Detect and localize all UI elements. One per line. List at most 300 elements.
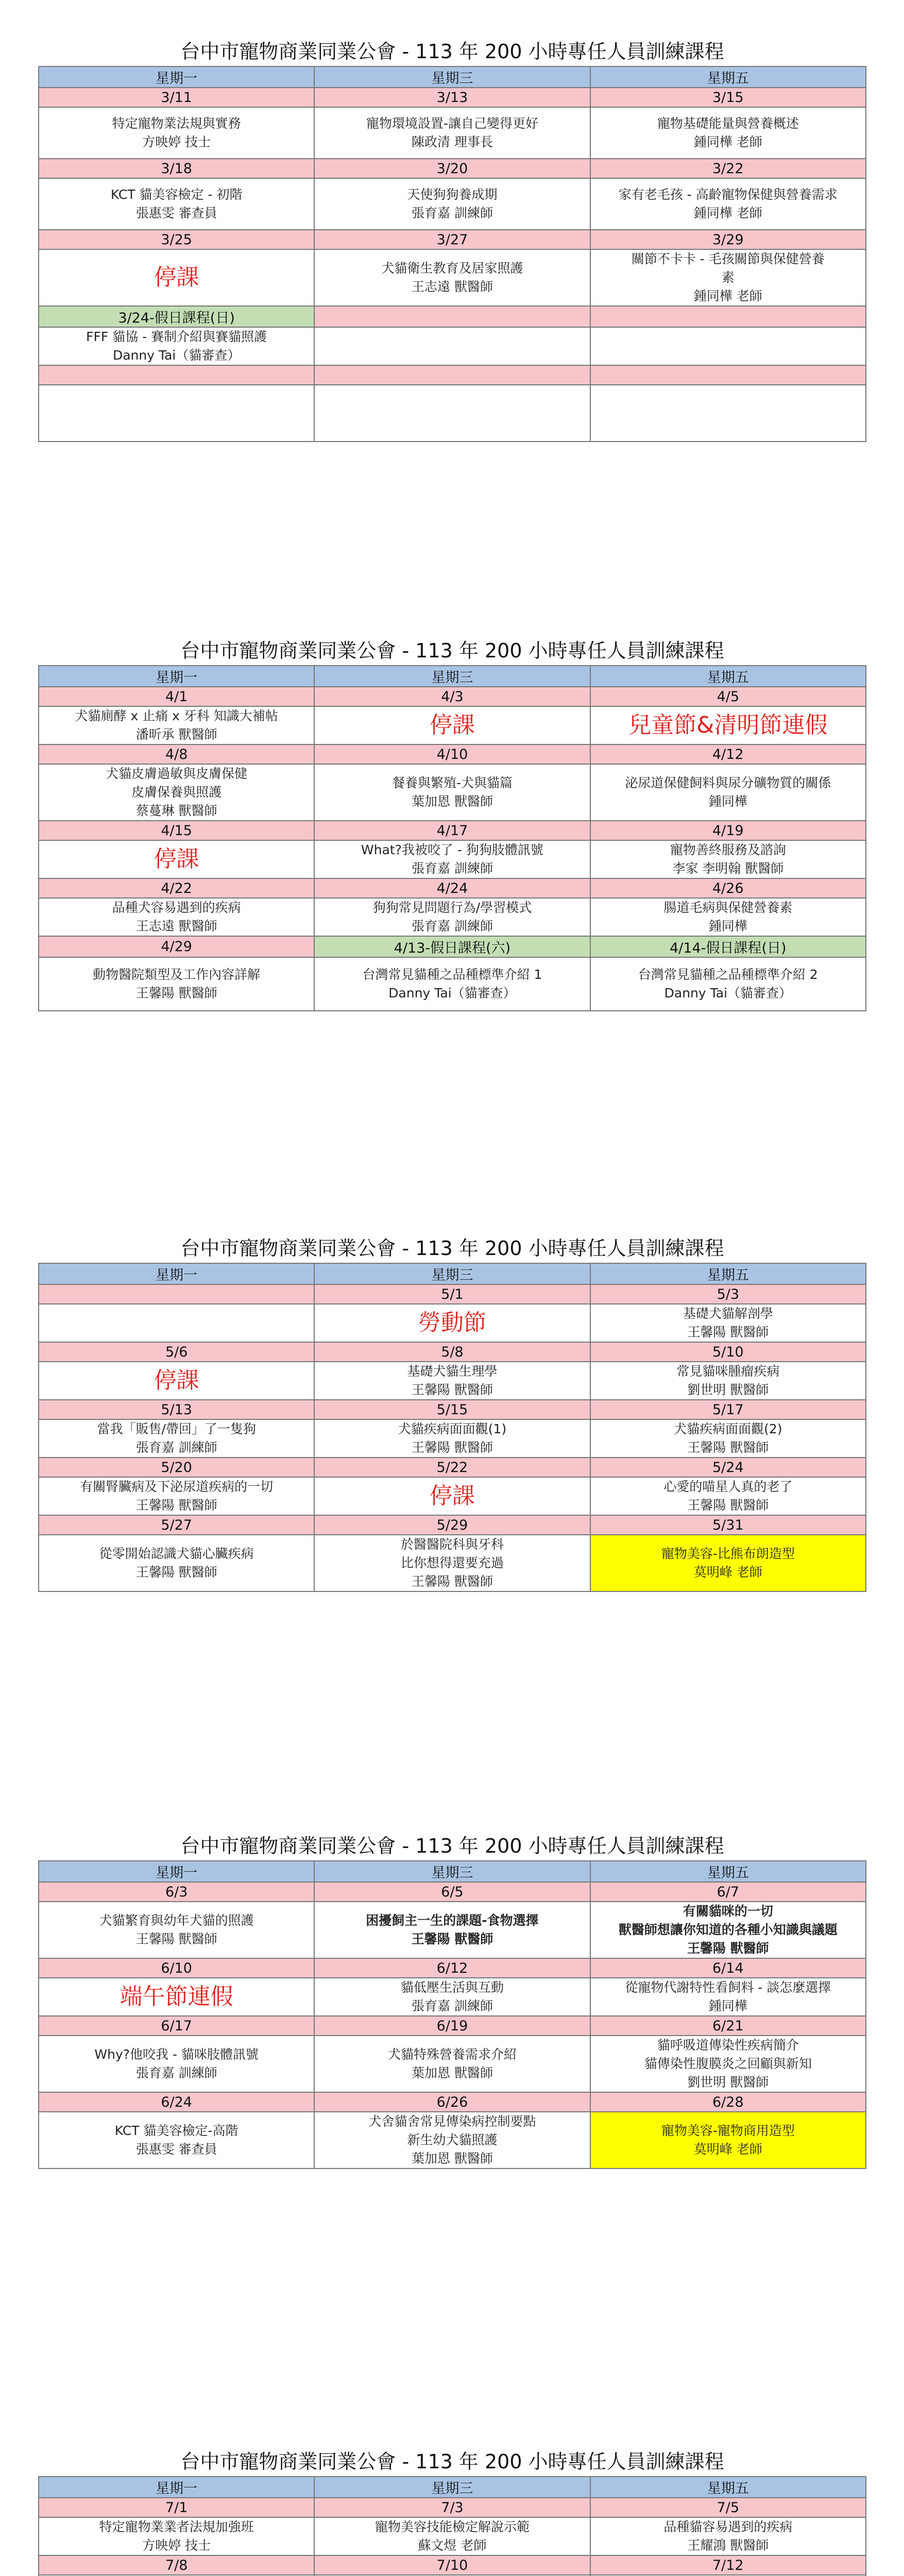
schedule-section — [38, 1832, 866, 2169]
date-cell — [314, 365, 590, 385]
course-title: 特定寵物業法規與實務 — [112, 116, 241, 131]
course-title: 困擾飼主一生的課題-食物選擇 — [366, 1913, 539, 1928]
course-cell — [39, 957, 314, 1011]
date-cell: 5/1 — [314, 1284, 590, 1304]
course-detail: 方映婷 技士 — [142, 2538, 211, 2553]
course-cell — [590, 898, 866, 936]
course-title: 基礎犬貓生理學 — [407, 1364, 498, 1379]
weekday-header: 星期五 — [590, 1263, 866, 1284]
course-detail: 王志遠 獸醫師 — [135, 919, 217, 934]
course-cell — [590, 1477, 866, 1515]
course-row — [39, 898, 866, 936]
course-detail: 莫明峰 老師 — [693, 2142, 762, 2157]
course-row — [39, 107, 866, 159]
course-cell — [39, 2517, 314, 2555]
date-cell: 5/15 — [314, 1400, 590, 1419]
course-row — [39, 1477, 866, 1515]
course-detail: 張育嘉 訓練師 — [135, 1440, 217, 1455]
section-title: 台中市寵物商業同業公會 - 113 年 200 小時專任人員訓練課程 — [180, 1237, 724, 1260]
course-cell — [39, 1477, 314, 1515]
course-title: 有關貓咪的一切 — [683, 1904, 773, 1919]
course-detail: 王馨陽 獸醫師 — [412, 1574, 493, 1589]
course-detail: 潘昕承 獸醫師 — [135, 727, 217, 742]
course-row — [39, 2517, 866, 2555]
header-row — [39, 66, 866, 88]
date-cell: 3/24-假日課程(日) — [39, 306, 314, 327]
date-cell: 4/15 — [39, 821, 314, 840]
date-cell: 7/1 — [39, 2498, 314, 2517]
course-detail: 王馨陽 獸醫師 — [412, 1440, 493, 1455]
date-row — [39, 1400, 866, 1419]
course-detail: 貓傳染性腹膜炎之回顧與新知 — [644, 2056, 812, 2071]
course-detail: 王馨陽 獸醫師 — [687, 1440, 769, 1455]
course-row — [39, 1535, 866, 1591]
date-row — [39, 365, 866, 385]
section-title: 台中市寵物商業同業公會 - 113 年 200 小時專任人員訓練課程 — [180, 2450, 724, 2473]
course-detail: 王馨陽 獸醫師 — [135, 1931, 217, 1946]
course-detail: 張惠雯 審查員 — [135, 2142, 217, 2157]
weekday-header: 星期一 — [39, 1861, 314, 1882]
course-cell — [314, 957, 590, 1011]
course-title: 常見貓咪腫瘤疾病 — [676, 1364, 780, 1379]
course-title: 停課 — [429, 1483, 475, 1509]
course-cell — [39, 327, 314, 365]
date-cell: 3/18 — [39, 159, 314, 178]
course-detail: 鍾同樺 — [708, 1998, 747, 2013]
date-cell: 3/29 — [590, 230, 866, 249]
schedule-section — [38, 37, 866, 442]
schedule-section — [38, 636, 866, 1011]
schedule-table — [38, 665, 866, 1011]
date-row — [39, 1284, 866, 1304]
course-detail: 鍾同樺 老師 — [693, 206, 762, 221]
course-title: 寵物環境設置-讓自己變得更好 — [366, 116, 538, 131]
date-cell: 3/15 — [590, 88, 866, 107]
date-row — [39, 2016, 866, 2036]
date-cell: 3/11 — [39, 88, 314, 107]
date-row — [39, 2498, 866, 2517]
date-cell: 5/24 — [590, 1458, 866, 1477]
date-cell: 4/10 — [314, 744, 590, 764]
course-detail: 王馨陽 獸醫師 — [687, 1941, 769, 1956]
course-title: 泌尿道保健飼料與尿分礦物質的關係 — [625, 775, 831, 790]
course-row — [39, 1304, 866, 1342]
date-row — [39, 687, 866, 706]
date-cell: 5/31 — [590, 1515, 866, 1535]
date-row — [39, 878, 866, 898]
course-cell — [39, 249, 314, 306]
course-title: 貓呼吸道傳染性疾病簡介 — [657, 2038, 799, 2053]
date-row — [39, 744, 866, 764]
course-detail: 劉世明 獸醫師 — [687, 1382, 769, 1397]
course-detail: Danny Tai（貓審查） — [388, 986, 516, 1001]
course-detail: 獸醫師想讓你知道的各種小知識與議題 — [618, 1922, 838, 1937]
date-cell: 3/13 — [314, 88, 590, 107]
course-cell — [590, 249, 866, 306]
date-row — [39, 306, 866, 327]
course-cell — [314, 1902, 590, 1958]
course-cell — [314, 1419, 590, 1458]
course-detail: 張育嘉 訓練師 — [135, 2065, 217, 2080]
course-title: 當我「販售/帶回」了一隻狗 — [97, 1421, 256, 1436]
course-row — [39, 957, 866, 1011]
course-detail: 李家 李明翰 獸醫師 — [672, 861, 784, 876]
course-row — [39, 249, 866, 306]
schedule-table — [38, 2476, 866, 2576]
course-title: 停課 — [153, 1367, 199, 1394]
schedule-table — [38, 1263, 866, 1592]
date-cell: 5/20 — [39, 1458, 314, 1477]
course-title: 動物醫院類型及工作內容詳解 — [93, 967, 261, 982]
course-title: 犬貓疾病面面觀(2) — [674, 1421, 782, 1436]
course-title: 寵物美容-寵物商用造型 — [661, 2123, 795, 2138]
header-row — [39, 666, 866, 687]
course-cell — [39, 1978, 314, 2016]
course-title: 關節不卡卡 - 毛孩關節與保健營養 — [631, 251, 825, 266]
course-row — [39, 706, 866, 744]
date-cell: 4/26 — [590, 878, 866, 898]
course-detail: 王馨陽 獸醫師 — [411, 1931, 493, 1946]
course-cell — [314, 2036, 590, 2092]
course-cell — [590, 107, 866, 159]
course-detail: 鍾同樺 老師 — [693, 134, 762, 149]
course-cell — [39, 1535, 314, 1591]
date-cell — [590, 306, 866, 327]
weekday-header: 星期一 — [39, 1263, 314, 1284]
date-cell: 4/8 — [39, 744, 314, 764]
course-title: 寵物美容-比熊布朗造型 — [661, 1546, 795, 1561]
weekday-header: 星期五 — [590, 66, 866, 88]
course-title: Why?他咬我 - 貓咪肢體訊號 — [94, 2047, 259, 2062]
course-detail: 素 — [721, 270, 735, 285]
course-cell — [590, 2036, 866, 2092]
course-detail: 劉世明 獸醫師 — [687, 2075, 769, 2090]
date-cell: 5/3 — [590, 1284, 866, 1304]
date-cell: 4/22 — [39, 878, 314, 898]
course-title: 停課 — [429, 712, 475, 738]
date-cell: 4/19 — [590, 821, 866, 840]
date-row — [39, 821, 866, 840]
date-cell — [590, 365, 866, 385]
course-cell — [314, 178, 590, 230]
course-row — [39, 2036, 866, 2092]
course-title: 寵物美容技能檢定解說示範 — [374, 2519, 530, 2534]
date-cell: 6/17 — [39, 2016, 314, 2036]
course-title: 停課 — [153, 264, 199, 291]
course-cell — [39, 107, 314, 159]
course-cell — [39, 178, 314, 230]
date-row — [39, 230, 866, 249]
course-detail: 葉加恩 獸醫師 — [412, 794, 493, 809]
course-detail: 王馨陽 獸醫師 — [135, 1565, 217, 1580]
course-detail: Danny Tai（貓審查） — [112, 348, 241, 363]
course-detail: 皮膚保養與照護 — [131, 785, 222, 800]
course-cell — [314, 764, 590, 821]
course-detail: 張育嘉 訓練師 — [412, 206, 493, 221]
course-cell — [39, 1362, 314, 1400]
course-title: 腸道毛病與保健營養素 — [663, 900, 793, 915]
course-title: 犬貓繁育與幼年犬貓的照護 — [99, 1913, 254, 1928]
course-row — [39, 764, 866, 821]
course-detail: 張育嘉 訓練師 — [412, 919, 493, 934]
date-cell: 3/20 — [314, 159, 590, 178]
date-cell: 5/13 — [39, 1400, 314, 1419]
course-cell — [590, 1902, 866, 1958]
course-title: 寵物基礎能量與營養概述 — [657, 116, 799, 131]
course-row — [39, 327, 866, 365]
course-title: What?我被咬了 - 狗狗肢體訊號 — [361, 842, 543, 857]
date-cell: 6/5 — [314, 1882, 590, 1902]
weekday-header: 星期五 — [590, 666, 866, 687]
course-detail: 蔡蔓琳 獸醫師 — [135, 803, 217, 818]
course-cell — [590, 385, 866, 442]
weekday-header: 星期三 — [314, 1861, 590, 1882]
header-row — [39, 1861, 866, 1882]
date-cell: 4/17 — [314, 821, 590, 840]
course-detail: 王馨陽 獸醫師 — [412, 1382, 493, 1397]
course-cell — [590, 1304, 866, 1342]
date-cell: 4/14-假日課程(日) — [590, 936, 866, 957]
course-cell — [314, 706, 590, 744]
header-row — [39, 1263, 866, 1284]
course-detail: 張育嘉 訓練師 — [412, 861, 493, 876]
course-detail: 葉加恩 獸醫師 — [412, 2065, 493, 2080]
course-row — [39, 1978, 866, 2016]
course-cell — [314, 840, 590, 878]
course-cell — [590, 764, 866, 821]
course-detail: 鍾同樺 老師 — [693, 289, 762, 303]
date-row — [39, 1882, 866, 1902]
course-detail: 陳政清 理事長 — [412, 134, 493, 149]
course-cell — [590, 178, 866, 230]
course-title: 犬舍貓舍常見傳染病控制要點 — [368, 2114, 536, 2129]
course-cell — [590, 1535, 866, 1591]
section-title: 台中市寵物商業同業公會 - 113 年 200 小時專任人員訓練課程 — [180, 639, 724, 662]
date-cell: 4/24 — [314, 878, 590, 898]
course-title: FFF 貓協 - 賽制介紹與賽貓照護 — [86, 329, 267, 344]
course-cell — [590, 2112, 866, 2168]
course-cell — [590, 1978, 866, 2016]
course-title: 台灣常見貓種之品種標準介紹 2 — [638, 967, 818, 982]
course-detail: 張惠雯 審查員 — [135, 206, 217, 221]
course-cell — [590, 1419, 866, 1458]
date-cell: 5/10 — [590, 1342, 866, 1362]
course-cell — [314, 1535, 590, 1591]
course-title: 從零開始認識犬貓心臟疾病 — [99, 1546, 254, 1561]
date-row — [39, 88, 866, 107]
course-detail: 比你想得還要充過 — [400, 1555, 504, 1570]
date-cell: 4/3 — [314, 687, 590, 706]
course-title: 貓低壓生活與互動 — [400, 1980, 504, 1995]
date-cell: 4/5 — [590, 687, 866, 706]
date-row — [39, 2092, 866, 2112]
date-cell: 4/12 — [590, 744, 866, 764]
date-cell: 4/29 — [39, 936, 314, 957]
course-title: 天使狗狗養成期 — [407, 187, 498, 202]
date-cell: 6/21 — [590, 2016, 866, 2036]
course-cell — [590, 2517, 866, 2555]
course-detail: 方映婷 技士 — [142, 134, 211, 149]
date-cell: 5/29 — [314, 1515, 590, 1535]
date-cell: 6/19 — [314, 2016, 590, 2036]
course-title: 勞動節 — [418, 1310, 486, 1336]
weekday-header: 星期五 — [590, 1861, 866, 1882]
date-cell — [39, 365, 314, 385]
weekday-header: 星期一 — [39, 2477, 314, 2498]
course-cell — [39, 764, 314, 821]
date-row — [39, 936, 866, 957]
date-row — [39, 1342, 866, 1362]
date-cell: 5/6 — [39, 1342, 314, 1362]
schedule-table — [38, 66, 866, 442]
course-title: 特定寵物業業者法規加強班 — [99, 2519, 254, 2534]
course-cell — [39, 385, 314, 442]
course-row — [39, 1902, 866, 1958]
date-cell — [314, 306, 590, 327]
course-row — [39, 1419, 866, 1458]
course-title: 狗狗常見問題行為/學習模式 — [372, 900, 532, 915]
schedule-table — [38, 1860, 866, 2169]
course-cell — [314, 2112, 590, 2168]
weekday-header: 星期三 — [314, 666, 590, 687]
date-row — [39, 2555, 866, 2575]
course-title: 犬貓衛生教育及居家照護 — [381, 261, 523, 276]
course-detail: 張育嘉 訓練師 — [412, 1998, 493, 2013]
course-row — [39, 385, 866, 442]
section-title: 台中市寵物商業同業公會 - 113 年 200 小時專任人員訓練課程 — [180, 1835, 724, 1857]
date-cell: 7/8 — [39, 2555, 314, 2575]
course-detail: 王耀鴻 獸醫師 — [687, 2538, 769, 2553]
course-title: 停課 — [153, 846, 199, 872]
course-title: 餐養與繁殖-犬與貓篇 — [391, 775, 513, 790]
course-cell — [314, 327, 590, 365]
course-cell — [314, 249, 590, 306]
schedule-section — [38, 1234, 866, 1592]
course-detail: 鍾同樺 — [708, 919, 747, 934]
course-cell — [39, 706, 314, 744]
course-cell — [314, 385, 590, 442]
course-cell — [314, 1477, 590, 1515]
date-cell: 7/5 — [590, 2498, 866, 2517]
course-title: 於醫醫院科與牙科 — [400, 1537, 504, 1552]
date-cell: 6/14 — [590, 1958, 866, 1978]
date-cell: 7/10 — [314, 2555, 590, 2575]
course-cell — [39, 2036, 314, 2092]
course-cell — [39, 1419, 314, 1458]
date-cell: 5/27 — [39, 1515, 314, 1535]
weekday-header: 星期一 — [39, 66, 314, 88]
course-cell — [314, 898, 590, 936]
course-detail: 王馨陽 獸醫師 — [687, 1325, 769, 1340]
course-detail: 莫明峰 老師 — [693, 1565, 762, 1580]
date-cell: 6/10 — [39, 1958, 314, 1978]
date-cell: 3/22 — [590, 159, 866, 178]
schedule-section — [38, 2447, 866, 2576]
date-cell: 5/22 — [314, 1458, 590, 1477]
course-cell — [39, 2112, 314, 2168]
date-row — [39, 1515, 866, 1535]
course-cell — [590, 840, 866, 878]
course-row — [39, 1362, 866, 1400]
course-title: 從寵物代謝特性看飼料 - 談怎麼選擇 — [625, 1980, 831, 1995]
date-cell: 5/17 — [590, 1400, 866, 1419]
course-detail: 鍾同樺 — [708, 794, 747, 809]
course-title: 端午節連假 — [120, 1984, 233, 2010]
course-detail: 王志遠 獸醫師 — [412, 279, 493, 294]
course-title: 品種貓容易遇到的疾病 — [663, 2519, 793, 2534]
date-cell: 6/24 — [39, 2092, 314, 2112]
weekday-header: 星期三 — [314, 66, 590, 88]
course-detail: Danny Tai（貓審查） — [664, 986, 792, 1001]
course-cell — [314, 2517, 590, 2555]
weekday-header: 星期三 — [314, 2477, 590, 2498]
date-cell: 5/8 — [314, 1342, 590, 1362]
weekday-header: 星期五 — [590, 2477, 866, 2498]
section-title: 台中市寵物商業同業公會 - 113 年 200 小時專任人員訓練課程 — [180, 40, 724, 63]
date-cell: 3/25 — [39, 230, 314, 249]
course-detail: 王馨陽 獸醫師 — [687, 1498, 769, 1513]
date-cell: 6/28 — [590, 2092, 866, 2112]
course-detail: 新生幼犬貓照護 — [407, 2132, 498, 2147]
course-title: KCT 貓美容檢定-高階 — [114, 2123, 238, 2138]
course-title: KCT 貓美容檢定 - 初階 — [110, 187, 243, 202]
course-title: 犬貓皮膚過敏與皮膚保健 — [106, 766, 248, 781]
course-title: 台灣常見貓種之品種標準介紹 1 — [362, 967, 542, 982]
course-cell — [590, 1362, 866, 1400]
course-row — [39, 178, 866, 230]
course-row — [39, 840, 866, 878]
date-cell: 4/13-假日課程(六) — [314, 936, 590, 957]
course-cell — [314, 1362, 590, 1400]
date-cell: 6/7 — [590, 1882, 866, 1902]
course-cell — [590, 327, 866, 365]
course-title: 家有老毛孩 - 高齡寵物保健與營養需求 — [618, 187, 838, 202]
course-cell — [314, 107, 590, 159]
header-row — [39, 2477, 866, 2498]
date-row — [39, 1958, 866, 1978]
course-cell — [590, 957, 866, 1011]
course-title: 心愛的喵星人真的老了 — [663, 1479, 793, 1494]
course-title: 兒童節&清明節連假 — [628, 712, 828, 738]
course-title: 犬貓疾病面面觀(1) — [398, 1421, 507, 1436]
course-title: 寵物善終服務及諮詢 — [670, 842, 786, 857]
course-title: 品種犬容易遇到的疾病 — [112, 900, 241, 915]
course-cell — [590, 706, 866, 744]
course-detail: 王馨陽 獸醫師 — [135, 1498, 217, 1513]
course-row — [39, 2112, 866, 2168]
course-cell — [39, 1902, 314, 1958]
course-cell — [39, 898, 314, 936]
date-cell: 6/12 — [314, 1958, 590, 1978]
date-cell: 4/1 — [39, 687, 314, 706]
date-cell: 3/27 — [314, 230, 590, 249]
date-row — [39, 159, 866, 178]
course-cell — [39, 1304, 314, 1342]
course-cell — [314, 1304, 590, 1342]
course-cell — [314, 1978, 590, 2016]
course-detail: 王馨陽 獸醫師 — [135, 986, 217, 1001]
date-cell: 7/12 — [590, 2555, 866, 2575]
date-cell: 6/3 — [39, 1882, 314, 1902]
weekday-header: 星期三 — [314, 1263, 590, 1284]
date-cell: 7/3 — [314, 2498, 590, 2517]
weekday-header: 星期一 — [39, 666, 314, 687]
date-cell: 6/26 — [314, 2092, 590, 2112]
date-cell — [39, 1284, 314, 1304]
course-title: 基礎犬貓解剖學 — [683, 1306, 773, 1321]
course-cell — [39, 840, 314, 878]
date-row — [39, 1458, 866, 1477]
